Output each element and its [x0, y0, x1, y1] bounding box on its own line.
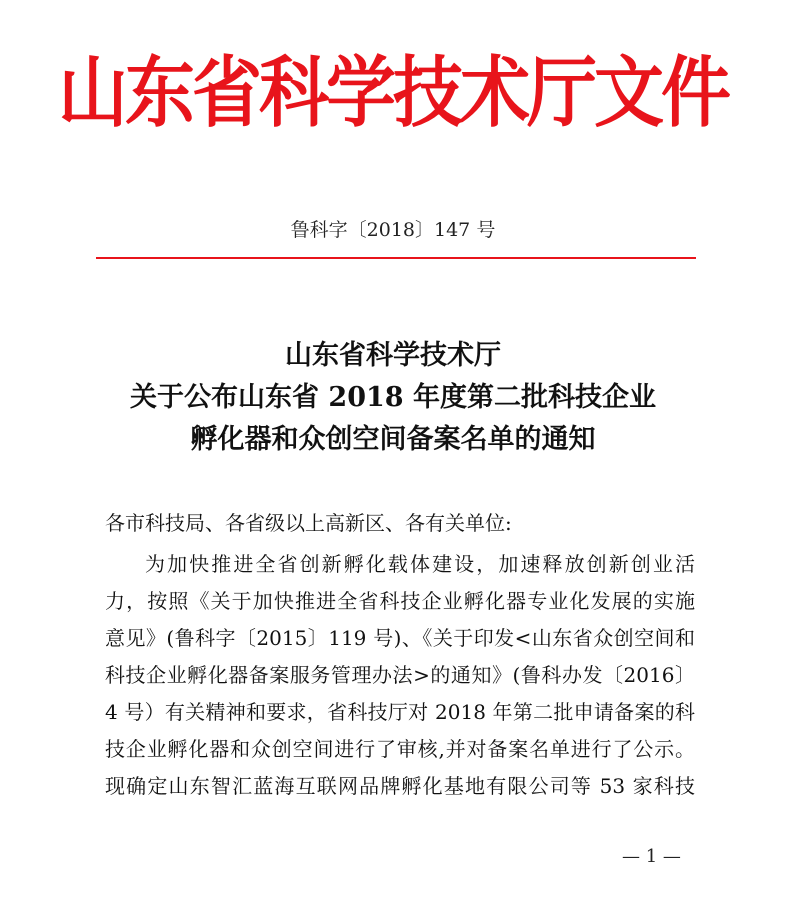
body-line: 为加快推进全省创新孵化载体建设，加速释放创新创业活 — [145, 552, 695, 576]
body-paragraph — [105, 546, 695, 805]
body-line: 意见》(鲁科字〔2015〕119 号)、《关于印发<山东省众创空间和 — [105, 626, 695, 650]
body-line: 技企业孵化器和众创空间进行了审核,并对备案名单进行了公示。 — [105, 737, 695, 761]
body-line: 科技企业孵化器备案服务管理办法>的通知》(鲁科办发〔2016〕 — [105, 663, 695, 687]
body-line: 力，按照《关于加快推进全省科技企业孵化器专业化发展的实施 — [105, 589, 695, 613]
notice-title — [0, 335, 786, 461]
red-divider-rule — [96, 257, 696, 259]
addressee-line: 各市科技局、各省级以上高新区、各有关单位: — [105, 511, 512, 535]
notice-title-line-1: 山东省科学技术厅 — [285, 340, 501, 371]
body-line: 4 号）有关精神和要求，省科技厅对 2018 年第二批申请备案的科 — [105, 700, 695, 724]
notice-title-line-2: 关于公布山东省 2018 年度第二批科技企业 — [130, 382, 656, 413]
page-number: — 1 — — [622, 846, 681, 867]
document-number: 鲁科字〔2018〕147 号 — [290, 219, 496, 241]
letterhead-title: 山东省科学技术厅文件 — [58, 47, 728, 138]
notice-title-line-3: 孵化器和众创空间备案名单的通知 — [190, 424, 596, 455]
body-line: 现确定山东智汇蓝海互联网品牌孵化基地有限公司等 53 家科技 — [105, 774, 695, 798]
